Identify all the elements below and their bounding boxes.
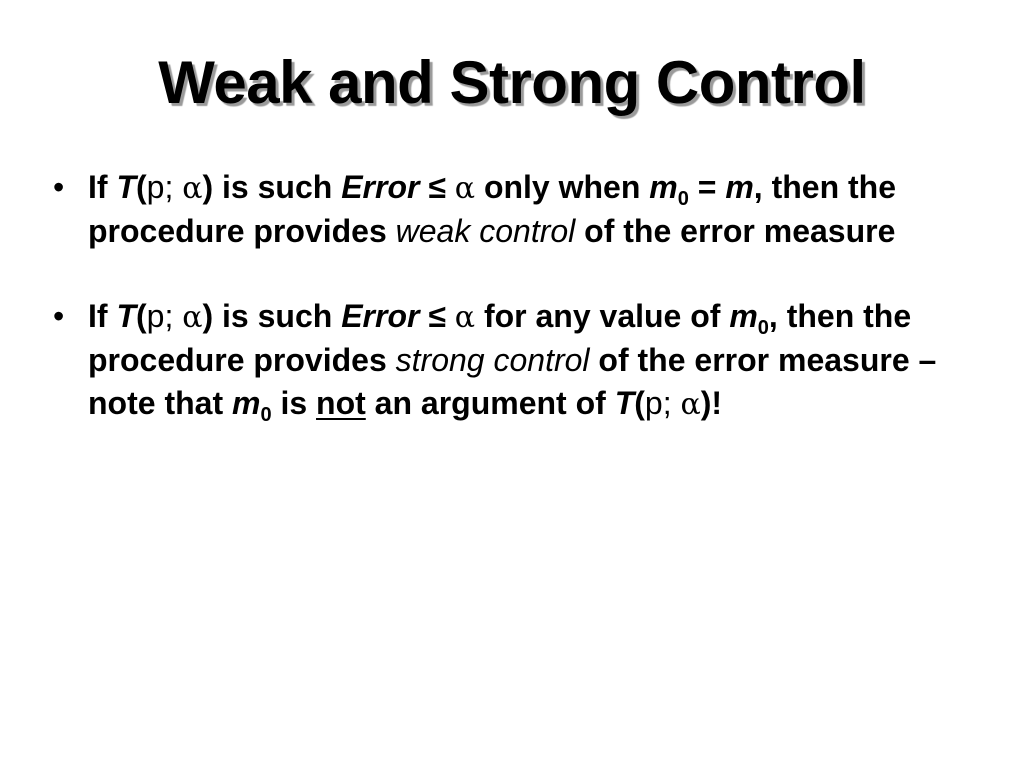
symbol-p: p;: [146, 169, 174, 205]
text-open-paren: (: [135, 169, 147, 205]
text-an-argument-of: an argument of: [374, 385, 606, 421]
text-if: If: [88, 298, 108, 334]
symbol-T: T: [116, 169, 136, 205]
text-close-paren-exclaim: )!: [700, 385, 723, 421]
text-of-the-error-measure-note: of the error measure – note that: [88, 342, 937, 421]
term-error: Error: [341, 298, 420, 334]
text-for-any-value-of: for any value of: [483, 298, 721, 334]
text-close-paren: ): [202, 298, 214, 334]
bullet-weak-control: [50, 166, 970, 253]
symbol-m: m: [725, 169, 754, 205]
text-then-provides: then the procedure provides: [88, 169, 896, 249]
term-weak-control: weak control: [395, 213, 576, 249]
symbol-m: m: [231, 385, 261, 421]
symbol-leq: ≤: [428, 169, 446, 205]
subscript-0: 0: [677, 188, 689, 210]
term-strong-control: strong control: [395, 342, 590, 378]
symbol-T: T: [116, 298, 136, 334]
slide-title: Weak and Strong Control: [158, 49, 866, 116]
subscript-0: 0: [260, 404, 272, 426]
symbol-p: p;: [644, 385, 672, 421]
symbol-leq: ≤: [428, 298, 446, 334]
text-is-such: is such: [222, 169, 333, 205]
symbol-m: m: [649, 169, 678, 205]
term-not-underlined: not: [316, 385, 366, 421]
bullet-list: [50, 166, 970, 426]
bullet-marker: •: [53, 169, 65, 205]
text-if: If: [88, 169, 108, 205]
text-comma: ,: [753, 169, 763, 205]
text-comma: ,: [768, 298, 778, 334]
symbol-alpha: α: [680, 387, 701, 422]
symbol-alpha: α: [182, 300, 203, 335]
symbol-m: m: [729, 298, 758, 334]
symbol-equals: =: [697, 169, 717, 205]
symbol-alpha: α: [454, 171, 476, 206]
text-open-paren: (: [135, 298, 147, 334]
term-error: Error: [341, 169, 420, 205]
symbol-T: T: [614, 385, 635, 421]
symbol-alpha: α: [182, 171, 203, 206]
text-is: is: [280, 385, 308, 421]
text-then-provides: then the procedure provides: [88, 298, 912, 378]
text-open-paren: (: [634, 385, 645, 421]
text-only-when: only when: [483, 169, 641, 205]
symbol-alpha: α: [454, 300, 476, 335]
subscript-0: 0: [757, 317, 769, 339]
bullet-marker: •: [53, 298, 65, 334]
text-close-paren: ): [202, 169, 214, 205]
text-of-the-error-measure: of the error measure: [584, 213, 896, 249]
symbol-p: p;: [146, 298, 174, 334]
text-is-such: is such: [222, 298, 333, 334]
bullet-strong-control: [50, 295, 970, 426]
